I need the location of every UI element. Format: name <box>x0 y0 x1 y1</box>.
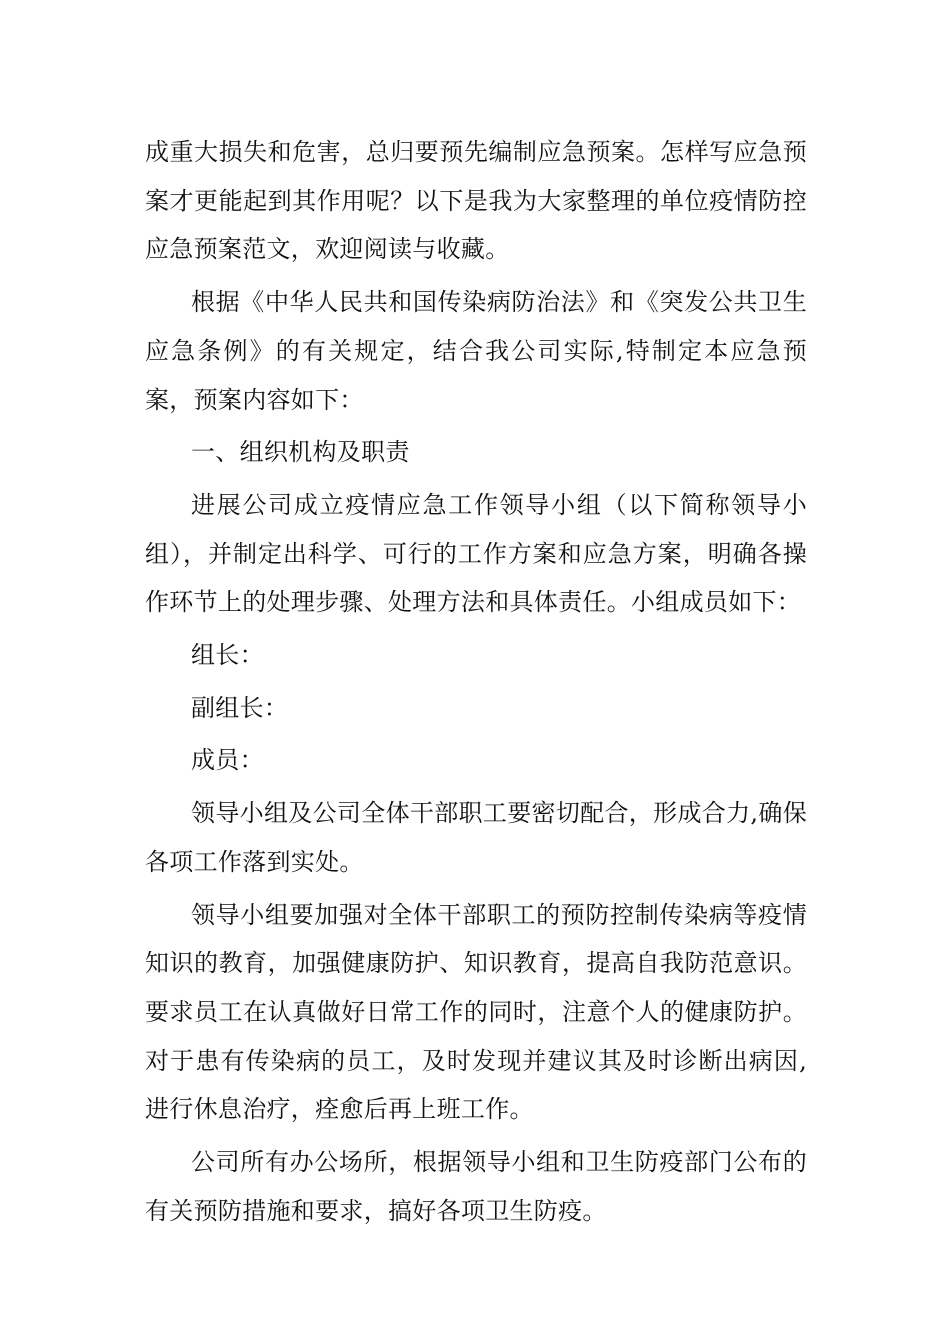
section-heading-organization: 一、组织机构及职责 <box>191 438 410 467</box>
paragraph-leadership-group: 进展公司成立疫情应急工作领导小组（以下简称领导小组），并制定出科学、可行的工作方案和应急方案，明确各操作环节上的处理步骤、处理方法和具体责任。小组成员如下： <box>145 490 807 617</box>
member-line-members: 成员： <box>191 746 264 775</box>
paragraph-health-education: 领导小组要加强对全体干部职工的预防控制传染病等疫情知识的教育，加强健康防护、知识教育，提高自我防范意识。要求员工在认真做好日常工作的同时，注意个人的健康防护。对于患有传染病的员工，及时发现并建议其及时诊断出病因,进行休息治疗，痊愈后再上班工作。 <box>145 900 807 1124</box>
member-line-deputy-leader: 副组长： <box>191 693 289 722</box>
member-line-leader: 组长： <box>191 641 264 670</box>
paragraph-intro: 成重大损失和危害，总归要预先编制应急预案。怎样写应急预案才更能起到其作用呢？以下是我为大家整理的单位疫情防控应急预案范文，欢迎阅读与收藏。 <box>145 138 807 264</box>
paragraph-office-hygiene: 公司所有办公场所，根据领导小组和卫生防疫部门公布的有关预防措施和要求，搞好各项卫生防疫。 <box>145 1148 807 1225</box>
paragraph-legal-basis: 根据《中华人民共和国传染病防治法》和《突发公共卫生应急条例》的有关规定，结合我公司实际,特制定本应急预案，预案内容如下： <box>145 288 807 414</box>
document-page <box>145 128 807 1239</box>
paragraph-cooperation: 领导小组及公司全体干部职工要密切配合，形成合力,确保各项工作落到实处。 <box>145 799 807 876</box>
